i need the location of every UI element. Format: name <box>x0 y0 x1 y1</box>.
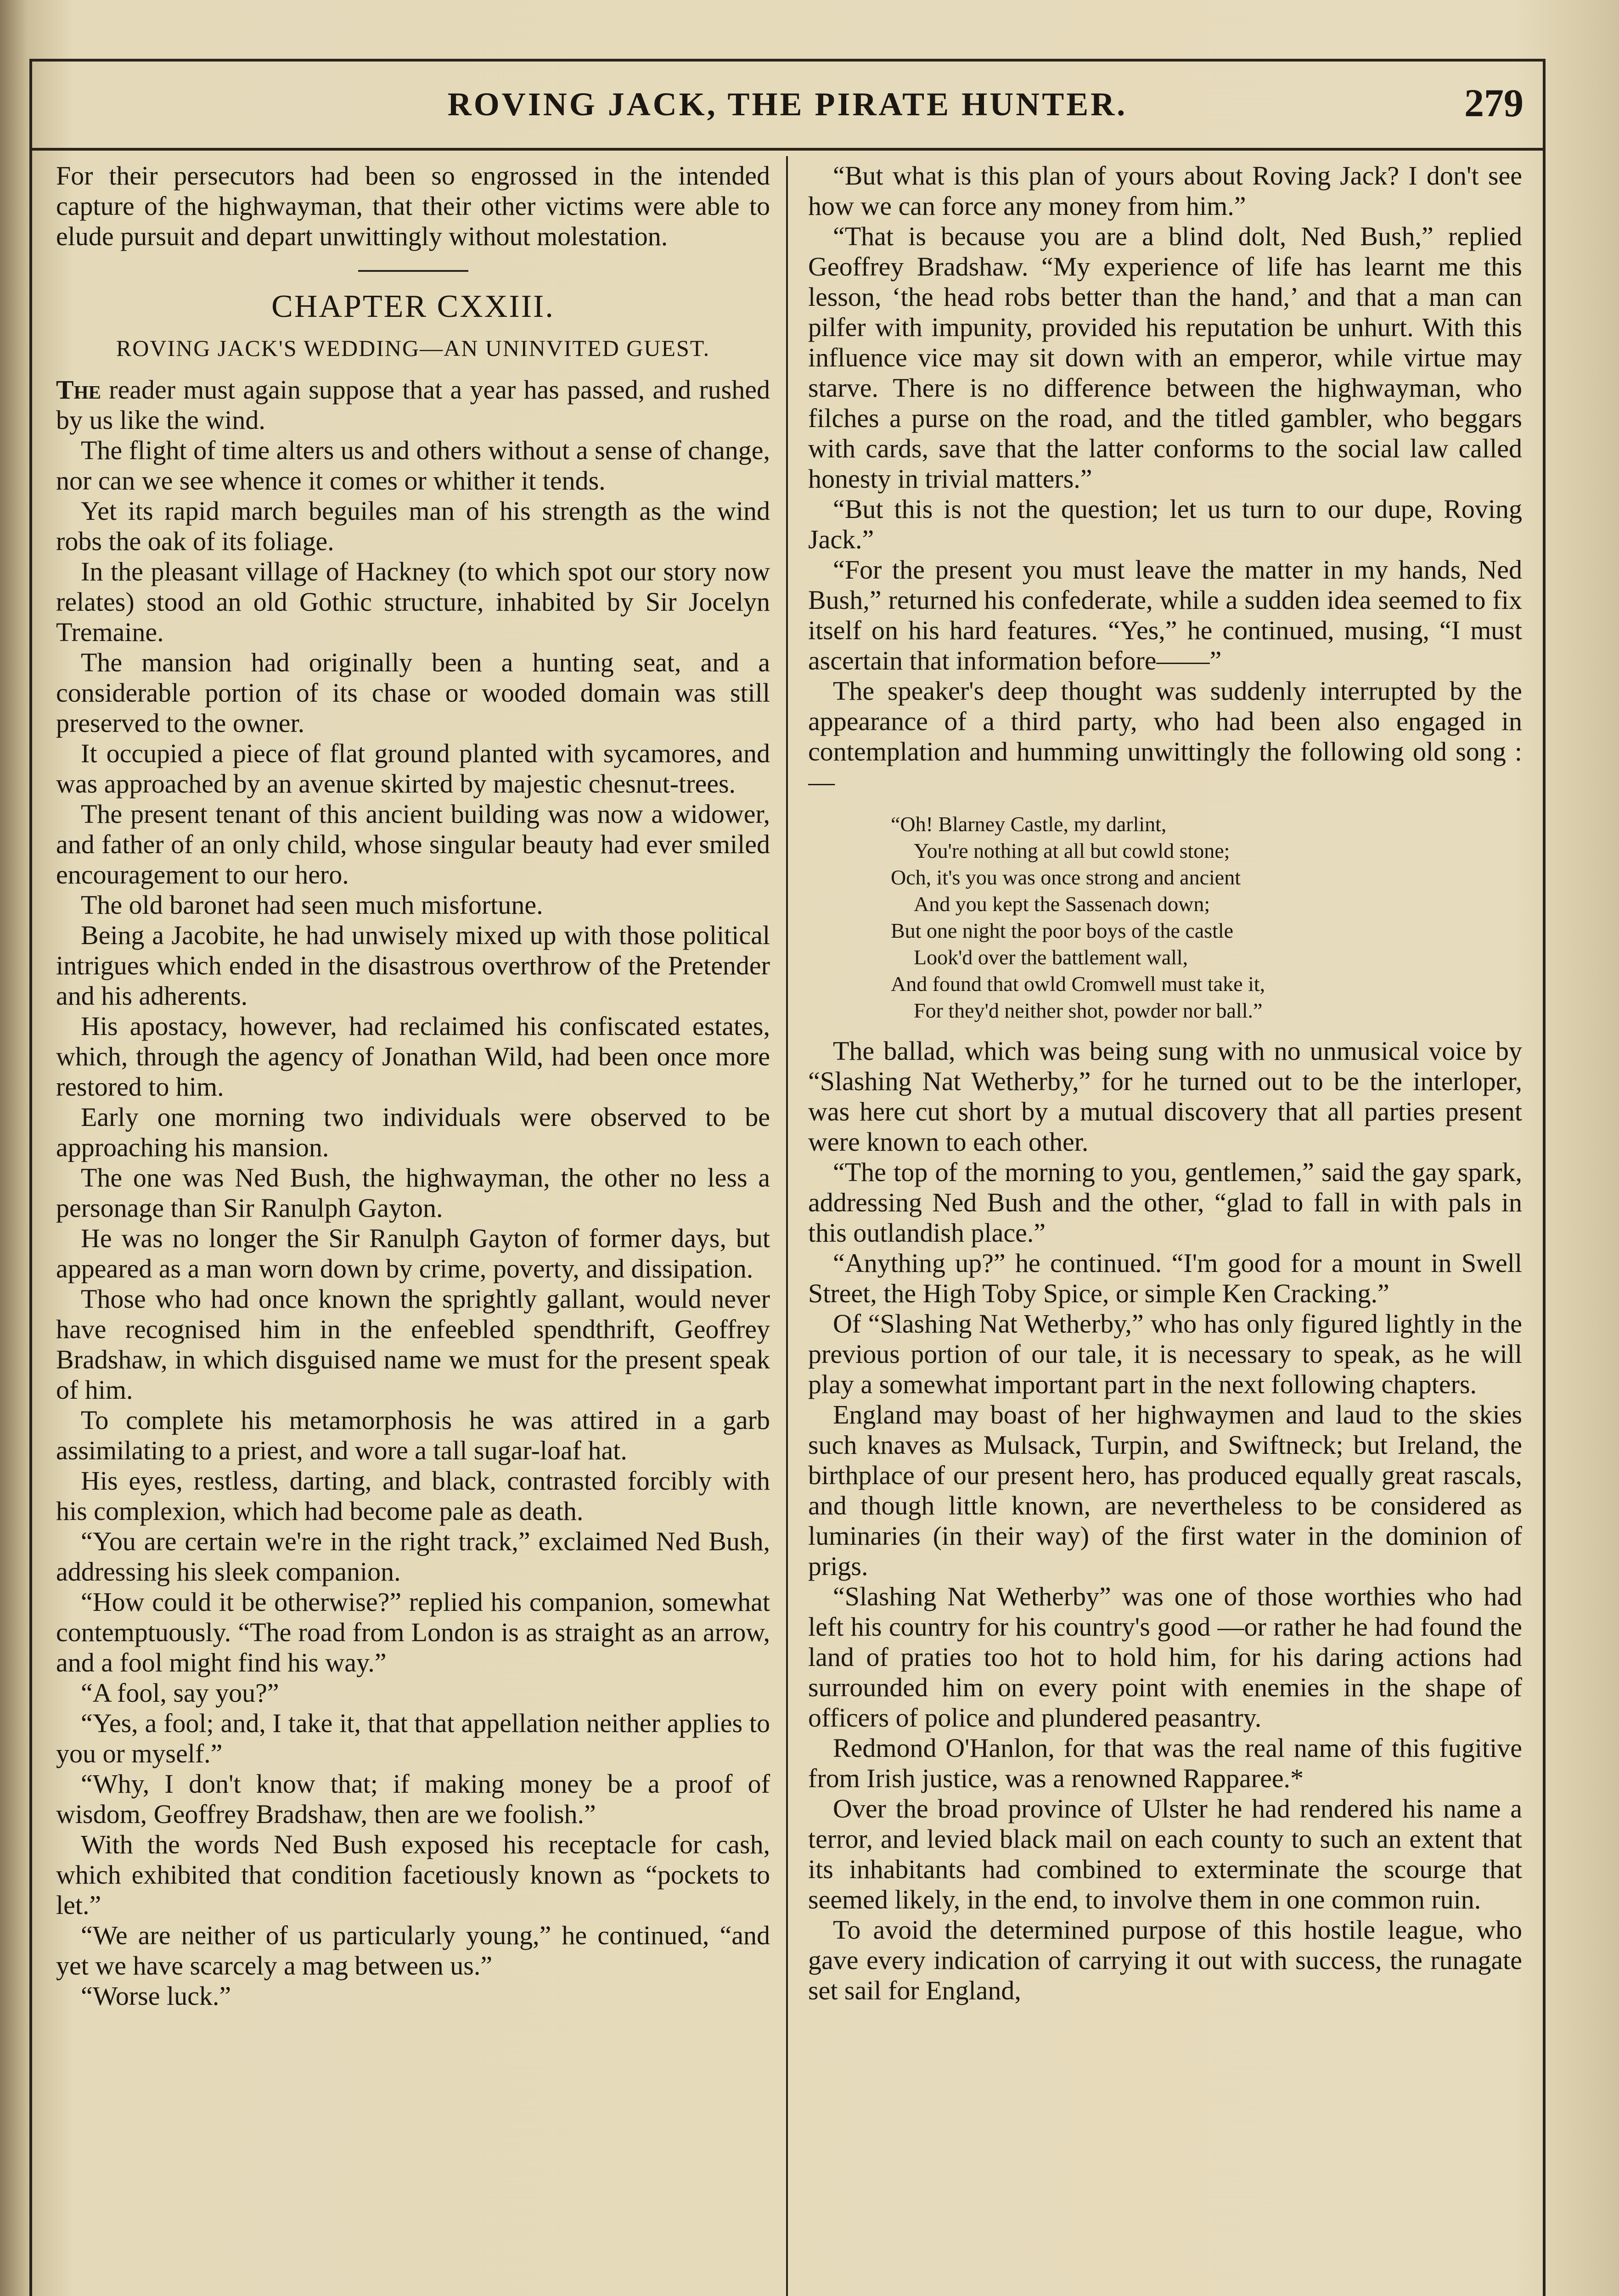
running-title: ROVING JACK, THE PIRATE HUNTER. <box>447 86 1128 123</box>
paragraph: Redmond O'Hanlon, for that was the real name of this fugitive from Irish justice, was a renowned Rapparee.* <box>808 1733 1522 1793</box>
paragraph: It occupied a piece of flat ground planted with sycamores, and was approached by an avenue skirted by majestic chesnut-trees. <box>56 738 770 799</box>
right-column <box>808 161 1522 2296</box>
paragraph: The mansion had originally been a hunting seat, and a considerable portion of its chase or wooded domain was still preserved to the owner. <box>56 647 770 738</box>
paragraph: The one was Ned Bush, the highwayman, the other no less a personage than Sir Ranulph Gayton. <box>56 1163 770 1223</box>
paragraph: To avoid the determined purpose of this hostile league, who gave every indication of carrying it out with success, the runagate set sail for England, <box>808 1915 1522 2005</box>
paragraph: “But what is this plan of yours about Roving Jack? I don't see how we can force any money from him.” <box>808 161 1522 221</box>
chapter-title: CHAPTER CXXIII. <box>271 289 555 324</box>
verse-line: “Oh! Blarney Castle, my darlint, <box>891 812 1167 836</box>
paragraph: “That is because you are a blind dolt, Ned Bush,” replied Geoffrey Bradshaw. “My experience of life has learnt me this lesson, ‘the head robs better than the hand,’ and that a man can pilfer with impunity, provided his reputation be unhurt. With this influence vice may sit down with an emperor, while virtue may starve. There is no difference between the highwayman, who filches a purse on the road, and the titled gambler, who beggars with cards, save that the latter conforms to the social law called honesty in trivial matters.” <box>808 221 1522 494</box>
paragraph: In the pleasant village of Hackney (to which spot our story now relates) stood an old Gothic structure, inhabited by Sir Jocelyn Tremaine. <box>56 557 770 647</box>
paragraph: Over the broad province of Ulster he had rendered his name a terror, and levied black mail on each county to such an extent that its inhabitants had combined to exterminate the scourge that seemed likely, in the end, to involve them in one common ruin. <box>808 1794 1522 1914</box>
paragraph: With the words Ned Bush exposed his receptacle for cash, which exhibited that condition facetiously known as “pockets to let.” <box>56 1829 770 1920</box>
chapter-subtitle: ROVING JACK'S WEDDING—AN UNINVITED GUEST. <box>116 335 710 361</box>
opening-paragraph <box>56 375 770 435</box>
paragraph: “Slashing Nat Wetherby” was one of those worthies who had left his country for his country's good —or rather he had found the land of praties too hot to hold him, for his daring actions had surrounded him on every point with enemies in the shape of officers of police and plundered peasantry. <box>808 1581 1522 1733</box>
verse-line: Och, it's you was once strong and ancient <box>891 866 1241 889</box>
paragraph: “For the present you must leave the matter in my hands, Ned Bush,” returned his confederate, while a sudden idea seemed to fix itself on his hard features. “Yes,” he continued, musing, “I must ascertain that information before——” <box>808 555 1522 675</box>
paragraph: The old baronet had seen much misfortune. <box>81 890 543 920</box>
paragraph: The present tenant of this ancient building was now a widower, and father of an only child, whose singular beauty had ever smiled encouragement to our hero. <box>56 799 770 889</box>
paragraph: He was no longer the Sir Ranulph Gayton of former days, but appeared as a man worn down by crime, poverty, and dissipation. <box>56 1223 770 1283</box>
page-number: 279 <box>1464 81 1523 125</box>
paragraph: To complete his metamorphosis he was attired in a garb assimilating to a priest, and wore a tall sugar-loaf hat. <box>56 1405 770 1465</box>
paragraph: “Anything up?” he continued. “I'm good for a mount in Swell Street, the High Toby Spice, or simple Ken Cracking.” <box>808 1248 1522 1308</box>
paragraph: “Worse luck.” <box>81 1981 231 2011</box>
paragraph: For their persecutors had been so engrossed in the intended capture of the highwayman, that their other victims were able to elude pursuit and depart unwittingly without molestation. <box>56 161 770 251</box>
paragraph: “But this is not the question; let us turn to our dupe, Roving Jack.” <box>808 494 1522 554</box>
section-rule <box>358 270 468 272</box>
page-header <box>29 59 1546 151</box>
verse-line: For they'd neither shot, powder nor ball.” <box>914 999 1263 1022</box>
paragraph: “We are neither of us particularly young,” he continued, “and yet we have scarcely a mag between us.” <box>56 1920 770 1981</box>
paragraph: “A fool, say you?” <box>81 1678 279 1708</box>
paragraph: His eyes, restless, darting, and black, contrasted forcibly with his complexion, which had become pale as death. <box>56 1466 770 1526</box>
verse-line: But one night the poor boys of the castle <box>891 919 1234 942</box>
paragraph: His apostacy, however, had reclaimed his confiscated estates, which, through the agency of Jonathan Wild, had been once more restored to him. <box>56 1011 770 1102</box>
song-verse <box>808 811 1522 1024</box>
column-divider <box>786 156 788 2296</box>
paragraph: Those who had once known the sprightly gallant, would never have recognised him in the enfeebled spendthrift, Geoffrey Bradshaw, in which disguised name we must for the present speak of him. <box>56 1284 770 1405</box>
opening-word: The <box>56 375 101 405</box>
paragraph: “Why, I don't know that; if making money be a proof of wisdom, Geoffrey Bradshaw, then are we foolish.” <box>56 1769 770 1829</box>
verse-line: You're nothing at all but cowld stone; <box>914 839 1230 862</box>
paragraph: “You are certain we're in the right track,” exclaimed Ned Bush, addressing his sleek companion. <box>56 1526 770 1587</box>
paragraph: Early one morning two individuals were observed to be approaching his mansion. <box>56 1102 770 1162</box>
paragraph: England may boast of her highwaymen and laud to the skies such knaves as Mulsack, Turpin, and Swiftneck; but Ireland, the birthplace of our present hero, has produced equally great rascals, and though little known, are nevertheless to be considered as luminaries (in their way) of the first water in the dominion of prigs. <box>808 1400 1522 1581</box>
paragraph: Being a Jacobite, he had unwisely mixed up with those political intrigues which ended in the disastrous overthrow of the Pretender and his adherents. <box>56 920 770 1011</box>
paragraph: The flight of time alters us and others without a sense of change, nor can we see whence it comes or whither it tends. <box>56 435 770 495</box>
left-column <box>56 161 770 2296</box>
opening-text: reader must again suppose that a year has passed, and rushed by us like the wind. <box>56 375 770 435</box>
paragraph: “How could it be otherwise?” replied his companion, somewhat contemptuously. “The road from London is as straight as an arrow, and a fool might find his way.” <box>56 1587 770 1677</box>
verse-line: And found that owld Cromwell must take it, <box>891 972 1265 996</box>
paragraph: Of “Slashing Nat Wetherby,” who has only figured lightly in the previous portion of our tale, it is necessary to speak, as he will play a somewhat important part in the next following chapters. <box>808 1309 1522 1399</box>
paragraph: “Yes, a fool; and, I take it, that that appellation neither applies to you or myself.” <box>56 1708 770 1768</box>
verse-line: And you kept the Sassenach down; <box>914 892 1210 916</box>
paragraph: “The top of the morning to you, gentlemen,” said the gay spark, addressing Ned Bush and the other, “glad to fall in with pals in this outlandish place.” <box>808 1157 1522 1248</box>
paragraph: The speaker's deep thought was suddenly interrupted by the appearance of a third party, who had been also engaged in contemplation and humming unwittingly the following old song :— <box>808 676 1522 797</box>
verse-line: Look'd over the battlement wall, <box>914 945 1188 969</box>
paragraph: Yet its rapid march beguiles man of his strength as the wind robs the oak of its foliage. <box>56 496 770 556</box>
paragraph: The ballad, which was being sung with no unmusical voice by “Slashing Nat Wetherby,” for he turned out to be the interloper, was here cut short by a mutual discovery that all parties present were known to each other. <box>808 1036 1522 1157</box>
